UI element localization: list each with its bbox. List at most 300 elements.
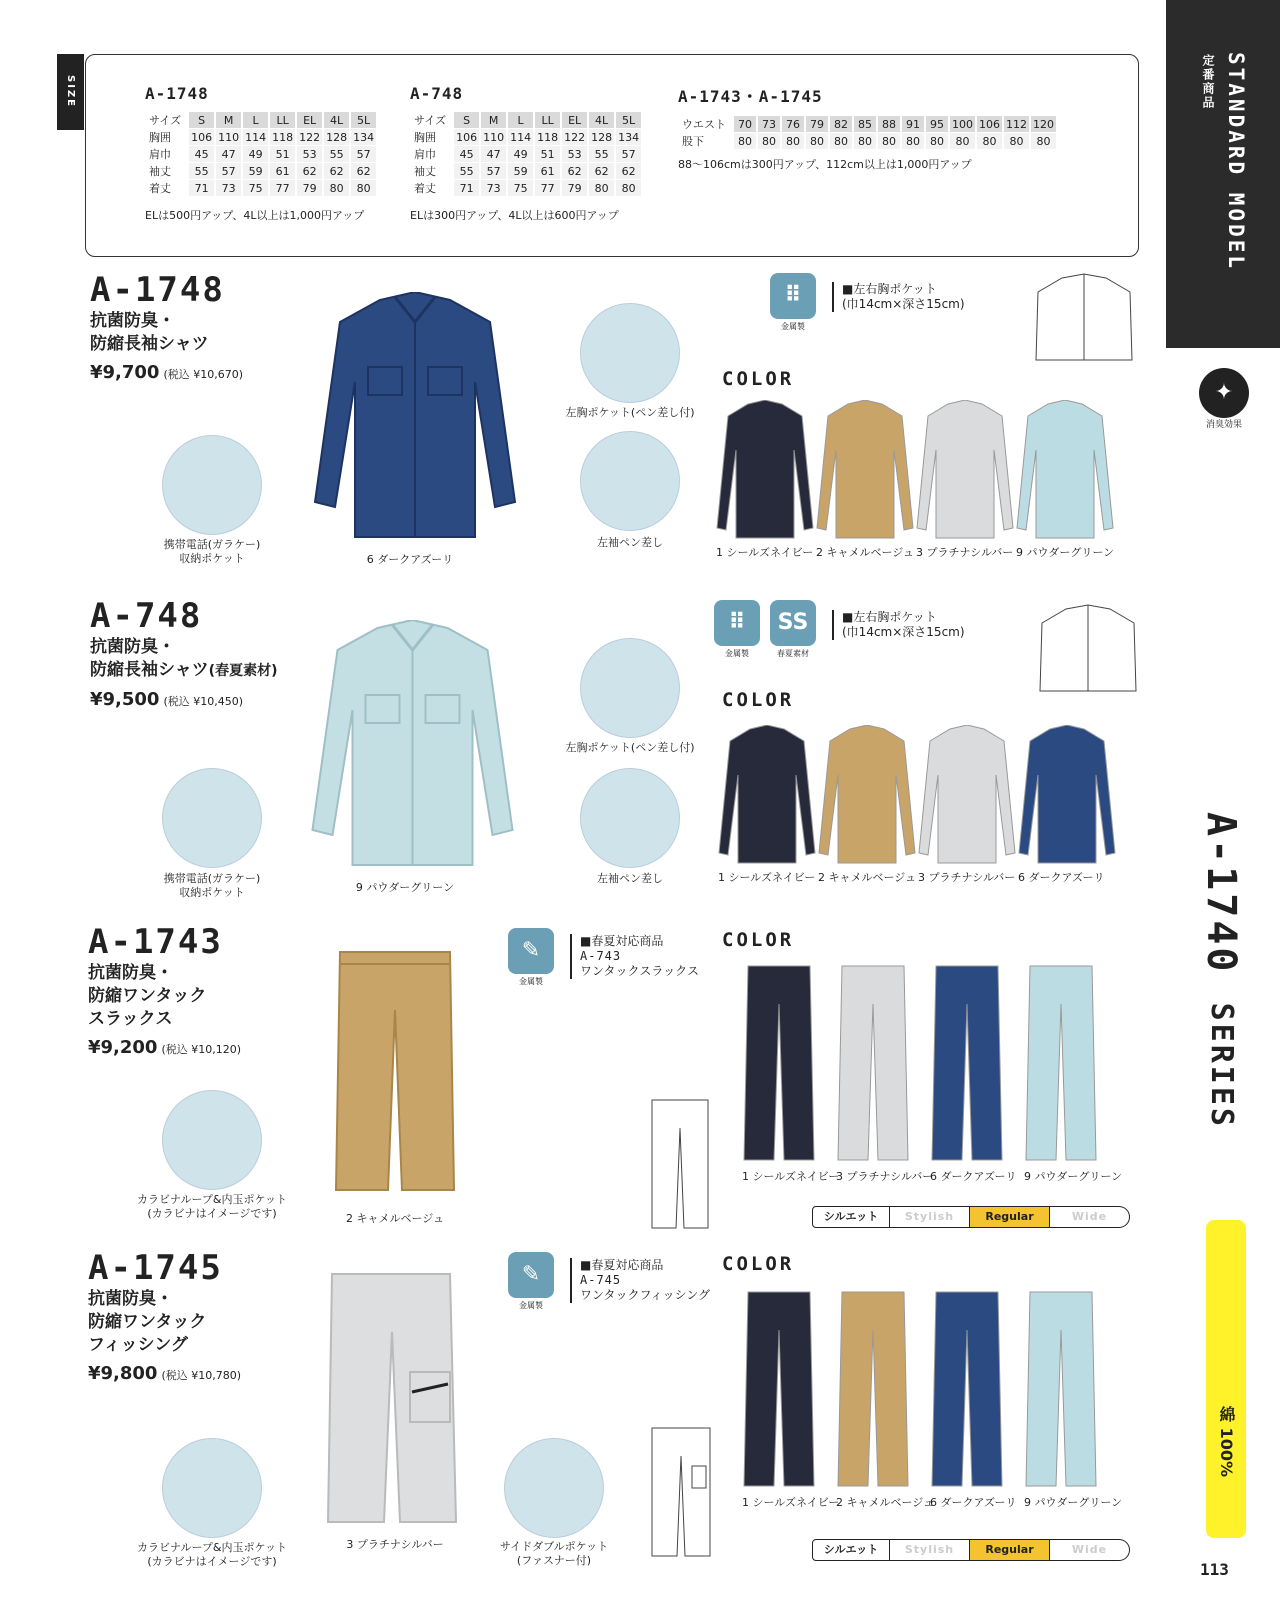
product-name-line: フィッシング [88,1335,188,1355]
silhouette-option-selected: Regular [970,1206,1050,1228]
feature-text [832,282,965,312]
product-code: A-1748 [90,270,225,310]
silhouette-scale [812,1206,1130,1228]
size-cell: 55 [189,163,214,179]
size-cell: 75 [508,180,533,196]
size-cell: 55 [454,163,479,179]
pants-swatch [742,964,816,1164]
size-cell: 80 [1004,133,1029,149]
price-value: ¥9,700 [90,362,160,383]
price-tax: (税込 ¥10,670) [163,368,244,381]
color-variant [1024,1290,1123,1510]
size-cell: 45 [189,146,214,162]
icon-label: 金属製 [725,649,749,658]
feature-text [570,934,699,979]
feature-line: ■春夏対応商品 [580,934,664,948]
pocket-label-line: カラビナループ&内玉ポケット [137,1541,287,1554]
size-row-label: ウエスト [680,116,732,132]
main-shirt-image [305,620,520,870]
size-row [412,129,641,145]
color-heading: COLOR [722,929,795,951]
size-row [147,180,376,196]
size-cell: 100 [952,117,973,131]
product-code: A-1743 [88,922,223,962]
metal-button-icon: ⠿ [770,273,816,319]
color-variant [918,725,1016,885]
standard-model-band [1166,0,1280,348]
size-cell: 80 [926,133,948,149]
metal-zipper-icon: ✎ [508,1252,554,1298]
pocket-label-line: (カラビナはイメージです) [147,1555,277,1568]
size-cell: 82 [830,116,852,132]
size-cell: 62 [616,163,641,179]
size-cell: 47 [481,146,506,162]
size-cell: 73 [216,180,241,196]
size-cell: 57 [616,146,641,162]
product-info-a1748 [90,270,243,383]
feature-line: (巾14cm×深さ15cm) [842,297,965,311]
color-variant-label: 2 キャメルベージュ [816,546,915,559]
size-cell: 57 [216,163,241,179]
size-table [678,115,1058,150]
feature-text [570,1258,710,1303]
size-cell: 5L [616,112,641,128]
feature-line: ■春夏対応商品 [580,1258,664,1272]
size-cell: 57 [351,146,376,162]
name-text: 防縮長袖シャツ [90,660,209,680]
size-row [412,146,641,162]
main-color-label: 3 プラチナシルバー [346,1538,444,1551]
spring-summer-badge [770,600,816,659]
pocket-label-line: (カラビナはイメージです) [147,1207,277,1220]
color-variant [818,725,916,885]
size-row-label: 胸囲 [412,129,452,145]
size-cell: L [243,112,268,128]
size-cell: S [454,112,479,128]
icon-label: 金属製 [519,977,543,986]
pocket-label-line: カラビナループ&内玉ポケット [137,1193,287,1206]
pants-line-drawing [650,1426,712,1558]
size-cell: 85 [854,116,876,132]
feature-text [832,610,965,640]
size-cell: 106 [456,130,478,144]
ss-icon: SS [770,600,816,646]
size-cell: M [481,112,506,128]
size-cell: 118 [272,130,294,144]
garment-shape [838,1292,908,1486]
garment-shape [817,400,913,538]
color-variant-label: 1 シールズネイビー [742,1496,840,1509]
price-tax: (税込 ¥10,120) [161,1043,242,1056]
product-info-a1745 [88,1248,241,1384]
main-color-label: 6 ダークアズーリ [366,553,454,566]
size-cell: M [216,112,241,128]
size-cell: 73 [758,116,780,132]
size-cell: 62 [351,163,376,179]
detail-chest-pocket-image [580,303,680,403]
side-label-line: サイドダブルポケット [499,1540,609,1553]
size-cell: 59 [508,163,533,179]
silhouette-label: シルエット [812,1539,890,1561]
pocket-label-line: 携帯電話(ガラケー) [163,538,261,551]
price-value: ¥9,500 [90,689,160,710]
color-variant [718,725,816,885]
size-header-row [412,112,641,128]
shirt-swatch [1016,400,1114,540]
deodorant-label: 消臭効果 [1205,420,1242,430]
size-cell: 80 [878,133,900,149]
color-variant [930,1290,1017,1510]
size-header-row [147,112,376,128]
detail-sleeve-pen-image [580,431,680,531]
color-variant-label: 2 キャメルベージュ [836,1496,935,1509]
size-cell: 110 [483,130,505,144]
garment-shape [717,400,813,538]
side-label-line: (ファスナー付) [516,1554,592,1567]
size-cell: 88 [878,116,900,132]
size-cell: 62 [562,163,587,179]
main-shirt-image [310,292,520,542]
product-code: A-1745 [88,1248,223,1288]
metal-button-badge [770,273,816,332]
size-tag: SIZE [57,54,84,130]
size-cell: 5L [351,112,376,128]
feature-line: ワンタックフィッシング [580,1288,711,1302]
size-cell: 80 [950,133,975,149]
side-pocket-image [504,1438,604,1538]
size-cell: 73 [481,180,506,196]
size-cell: S [189,112,214,128]
silhouette-option: Stylish [890,1206,970,1228]
size-cell: 80 [782,133,804,149]
size-cell: 114 [245,130,267,144]
side-pocket-label [484,1540,624,1568]
product-price [90,362,243,383]
size-cell: 57 [481,163,506,179]
color-variant [916,400,1014,560]
size-cell: L [508,112,533,128]
size-cell: 80 [324,180,349,196]
size-cell: 71 [189,180,214,196]
size-cell: 53 [297,146,322,162]
detail-label: 左胸ポケット(ペン差し付) [565,741,695,754]
size-cell: 80 [902,133,924,149]
garment-shape [744,966,814,1160]
size-cell: 55 [324,146,349,162]
pocket-label-line: 収納ポケット [179,552,245,565]
product-name-line [90,659,277,683]
size-cell: 47 [216,146,241,162]
size-cell: 62 [589,163,614,179]
size-cell: 95 [926,116,948,132]
size-row-label: 肩巾 [412,146,452,162]
feature-line: ■左右胸ポケット [842,282,937,296]
series-code: A-1740 [1198,812,1244,975]
size-cell: 122 [299,130,321,144]
size-cell: 128 [326,130,348,144]
product-code: A-748 [90,596,203,636]
product-name-line: 抗菌防臭・ [90,311,175,331]
main-color-label: 2 キャメルベージュ [345,1212,445,1225]
size-cell: 80 [977,133,1002,149]
standard-model-title: STANDARD MODEL [1224,52,1248,272]
size-cell: 134 [618,130,640,144]
pocket-label-line: 収納ポケット [179,886,245,899]
main-color-label: 9 パウダーグリーン [355,881,455,894]
size-row [147,146,376,162]
shirt-swatch [816,400,914,540]
price-tax: (税込 ¥10,450) [163,695,244,708]
size-cell: 49 [243,146,268,162]
metal-button-badge [508,928,554,987]
garment-shape [932,966,1002,1160]
color-variant-label: 6 ダークアズーリ [930,1170,1017,1183]
size-cell: 80 [589,180,614,196]
size-cell: 76 [782,116,804,132]
size-cell: 120 [1033,117,1054,131]
carabiner-loop-image [162,1090,262,1190]
garment-shape [819,725,915,863]
icon-label: 金属製 [519,1301,543,1310]
feature-line: ■左右胸ポケット [842,610,937,624]
phone-pocket-image [162,768,262,868]
carabiner-loop-image [162,1438,262,1538]
product-price [90,689,277,710]
size-header-row [680,116,1056,132]
silhouette-option: Wide [1050,1206,1130,1228]
shirt-swatch [818,725,916,865]
product-info-a1743 [88,922,241,1058]
pants-swatch [930,1290,1004,1490]
size-row-label: サイズ [147,112,187,128]
size-cell: 80 [758,133,780,149]
pants-line-drawing [650,1098,710,1230]
color-variant [742,964,840,1184]
series-title [1196,812,1246,1129]
size-cell: 55 [589,146,614,162]
detail-label: 左袖ペン差し [597,872,663,885]
shirt-swatch [916,400,1014,540]
pants-swatch [742,1290,816,1490]
size-cell: 51 [270,146,295,162]
garment-shape [1026,1292,1096,1486]
garment-shape [838,966,908,1160]
price-value: ¥9,800 [88,1363,158,1384]
pants-swatch [930,964,1004,1164]
size-cell: 61 [270,163,295,179]
detail-label: 左袖ペン差し [597,536,663,549]
size-cell: 4L [589,112,614,128]
size-cell: 45 [454,146,479,162]
size-cell: EL [297,112,322,128]
size-table-a1748 [145,84,378,223]
pants-swatch [1024,1290,1098,1490]
color-variant-label: 1 シールズネイビー [716,546,814,559]
size-row [147,129,376,145]
product-name-line: 防縮長袖シャツ [90,334,209,354]
size-cell: 114 [510,130,532,144]
size-row-label: 股下 [680,133,732,149]
size-table-a748 [410,84,643,223]
size-cell: 62 [324,163,349,179]
shirt-line-drawing [1036,603,1140,695]
size-cell: 59 [243,163,268,179]
size-row [680,133,1056,149]
size-cell: LL [535,112,560,128]
size-table [145,111,378,197]
size-row-label: 着丈 [412,180,452,196]
icon-label: 春夏素材 [777,649,809,658]
color-variant-label: 6 ダークアズーリ [1018,871,1105,884]
silhouette-label: シルエット [812,1206,890,1228]
size-cell: LL [270,112,295,128]
color-variants [742,964,1123,1184]
price-tax: (税込 ¥10,780) [161,1369,242,1382]
product-name-line: 抗菌防臭・ [88,1289,173,1309]
product-info-a748 [90,596,277,710]
phone-pocket-image [162,435,262,535]
size-cell: 79 [562,180,587,196]
size-cell: 134 [353,130,375,144]
size-table-title: A-1748 [145,84,209,103]
garment-shape [1017,400,1113,538]
size-cell: 106 [191,130,213,144]
garment-shape [932,1292,1002,1486]
color-heading: COLOR [722,1253,795,1275]
pants-swatch [1024,964,1098,1164]
color-variant [836,964,934,1184]
shirt-swatch [716,400,814,540]
color-variants [742,1290,1123,1510]
size-cell: 62 [297,163,322,179]
size-cell: 80 [351,180,376,196]
color-variant-label: 3 プラチナシルバー [916,546,1014,559]
size-table-title: A-1743・A-1745 [678,87,823,106]
deodorant-icon: ✦ [1199,368,1249,418]
size-cell: 77 [270,180,295,196]
color-variants [716,400,1114,560]
color-variant-label: 6 ダークアズーリ [930,1496,1017,1509]
garment-shape [719,725,815,863]
color-variant-label: 1 シールズネイビー [718,871,816,884]
size-cell: 80 [734,133,756,149]
shirt-swatch [1018,725,1116,865]
color-variant [716,400,814,560]
size-table-a1743 [678,84,1058,172]
product-name-line: 抗菌防臭・ [88,963,173,983]
metal-zipper-icon: ✎ [508,928,554,974]
pants-swatch [836,964,910,1164]
page-number: 113 [1200,1560,1229,1579]
size-row [412,163,641,179]
color-variant [836,1290,935,1510]
icon-label: 金属製 [781,322,805,331]
product-name-line: 抗菌防臭・ [90,637,175,657]
size-table-title: A-748 [410,84,464,103]
color-variant-label: 2 キャメルベージュ [818,871,917,884]
feature-line: ワンタックスラックス [580,964,700,978]
size-table [410,111,643,197]
pants-swatch [836,1290,910,1490]
silhouette-option: Wide [1050,1539,1130,1561]
main-pants-image [322,1272,462,1530]
size-cell: 53 [562,146,587,162]
color-variant [742,1290,840,1510]
size-cell: 79 [806,116,828,132]
color-variant-label: 3 プラチナシルバー [836,1170,934,1183]
size-cell: 112 [1006,117,1027,131]
fabric-badge: 綿 100% [1206,1220,1246,1538]
size-row [147,163,376,179]
main-pants-image [330,950,460,1200]
metal-button-icon: ⠿ [714,600,760,646]
size-note: ELは500円アップ、4L以上は1,000円アップ [145,209,365,222]
size-row-label: 肩巾 [147,146,187,162]
color-variants [718,725,1116,885]
product-name-line: スラックス [88,1009,173,1029]
garment-shape [1026,966,1096,1160]
detail-chest-pocket-image [580,638,680,738]
metal-button-badge [508,1252,554,1311]
shirt-swatch [918,725,1016,865]
color-variant [816,400,914,560]
series-word: SERIES [1204,1002,1239,1129]
shirt-line-drawing [1032,272,1136,364]
feature-line: A-743 [580,949,622,963]
pocket-label [132,1193,292,1221]
size-cell: 71 [454,180,479,196]
color-variant-label: 9 パウダーグリーン [1024,1496,1123,1509]
product-name-line: 防縮ワンタック [88,1312,207,1332]
size-cell: 80 [1031,133,1056,149]
size-cell: 70 [734,116,756,132]
size-cell: 4L [324,112,349,128]
product-name-line: 防縮ワンタック [88,986,207,1006]
size-cell: 106 [979,117,1000,131]
color-variant-label: 1 シールズネイビー [742,1170,840,1183]
size-cell: 80 [854,133,876,149]
size-cell: 61 [535,163,560,179]
size-row-label: 袖丈 [147,163,187,179]
detail-sleeve-pen-image [580,768,680,868]
garment-shape [1019,725,1115,863]
garment-shape [917,400,1013,538]
size-note: 88〜106cmは300円アップ、112cm以上は1,000円アップ [678,158,972,171]
size-cell: 77 [535,180,560,196]
size-row [412,180,641,196]
size-cell: 49 [508,146,533,162]
color-variant-label: 9 パウダーグリーン [1016,546,1115,559]
size-cell: 110 [218,130,240,144]
price-value: ¥9,200 [88,1037,158,1058]
silhouette-option: Stylish [890,1539,970,1561]
metal-button-badge [714,600,760,659]
color-heading: COLOR [722,689,795,711]
garment-shape [744,1292,814,1486]
feature-line: A-745 [580,1273,622,1287]
size-cell: 128 [591,130,613,144]
color-variant-label: 9 パウダーグリーン [1024,1170,1123,1183]
product-price [88,1037,241,1058]
size-row-label: 胸囲 [147,129,187,145]
pocket-label [132,1541,292,1569]
name-suffix: (春夏素材) [208,663,278,679]
size-row-label: サイズ [412,112,452,128]
feature-line: (巾14cm×深さ15cm) [842,625,965,639]
size-row-label: 着丈 [147,180,187,196]
pocket-label-line: 携帯電話(ガラケー) [163,872,261,885]
color-heading: COLOR [722,368,795,390]
